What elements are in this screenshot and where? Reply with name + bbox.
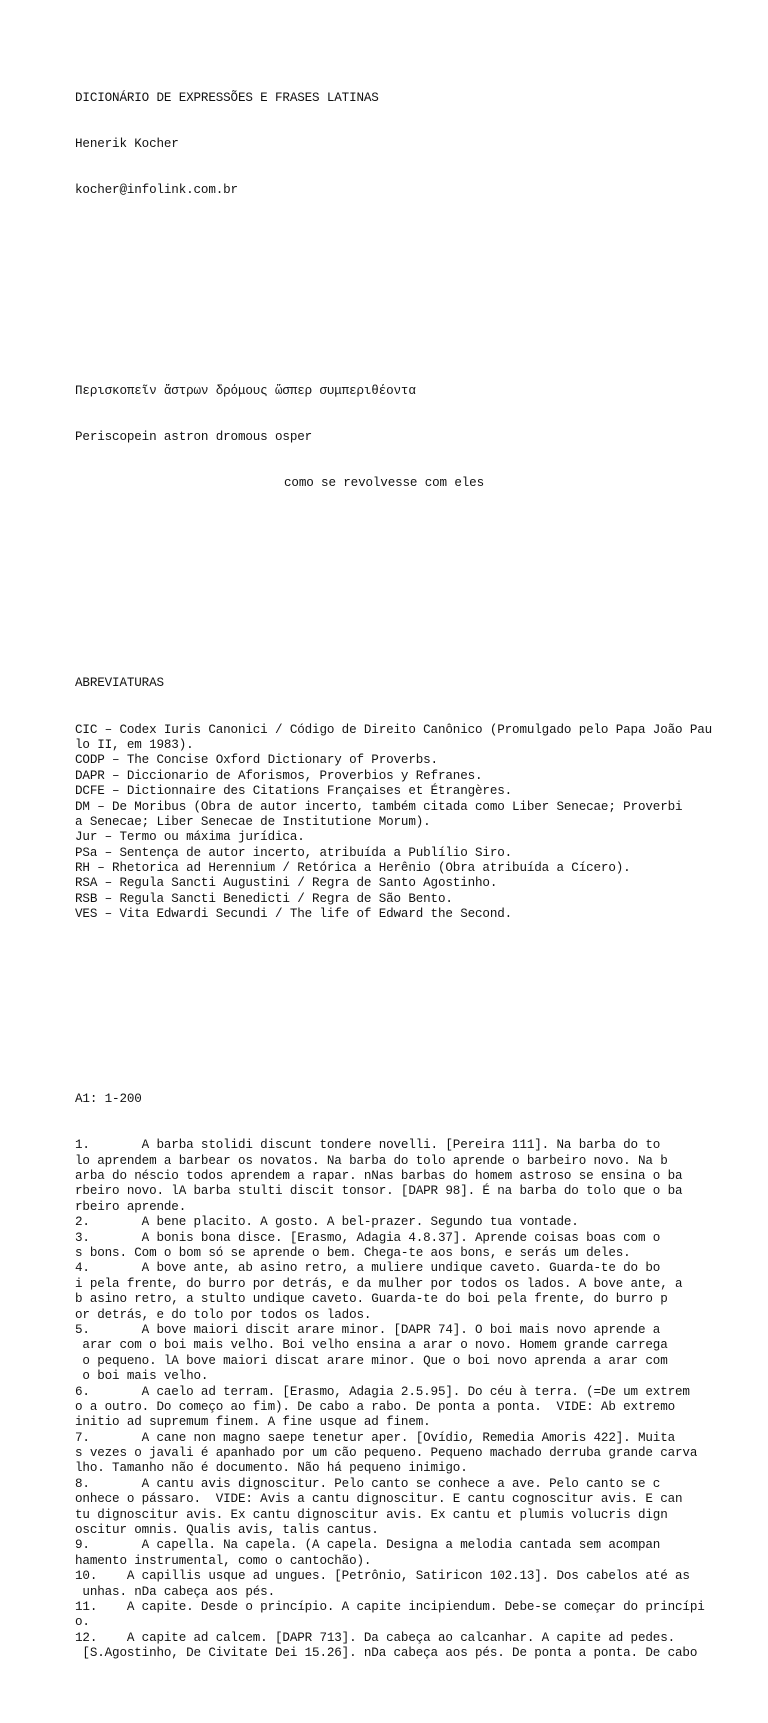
document-title: DICIONÁRIO DE EXPRESSÕES E FRASES LATINAS [75, 91, 379, 106]
entry-line: 2. A bene placito. A gosto. A bel-prazer. Segundo tua vontade. [75, 1215, 579, 1230]
entry-line: arba do néscio todos aprendem a rapar. nNas barbas do homem astroso se ensina o ba [75, 1169, 683, 1184]
entry-line: 1. A barba stolidi discunt tondere novelli. [Pereira 111]. Na barba do to [75, 1138, 661, 1153]
entry-line: s vezes o javali é apanhado por um cão pequeno. Pequeno machado derruba grande carva [75, 1446, 698, 1461]
abbreviation-line: lo II, em 1983). [75, 737, 194, 752]
entries-list [75, 1138, 755, 1661]
entry-line: initio ad supremum finem. A fine usque ad finem. [75, 1415, 431, 1430]
entry-line: tu dignoscitur avis. Ex cantu dignoscitur avis. Ex cantu et plumis volucris dign [75, 1507, 668, 1522]
epigraph-transliteration: Periscopein astron dromous osper [75, 429, 313, 444]
abbreviation-line: PSa – Sentença de autor incerto, atribuída a Publílio Siro. [75, 845, 513, 860]
abbreviation-line: VES – Vita Edwardi Secundi / The life of Edward the Second. [75, 907, 513, 922]
entry-line: arar com o boi mais velho. Boi velho ensina a arar o novo. Homem grande carrega [75, 1338, 668, 1353]
author-email: kocher@infolink.com.br [75, 183, 238, 198]
abbreviation-line: CIC – Codex Iuris Canonici / Código de Direito Canônico (Promulgado pelo Papa João Pau [75, 722, 713, 737]
entry-line: lo aprendem a barbear os novatos. Na barba do tolo aprende o barbeiro novo. Na b [75, 1153, 668, 1168]
abbreviations-list [75, 723, 755, 923]
entry-line: rbeiro aprende. [75, 1199, 187, 1214]
author-name: Henerik Kocher [75, 137, 179, 152]
entry-line: 8. A cantu avis dignoscitur. Pelo canto se conhece a ave. Pelo canto se c [75, 1476, 661, 1491]
abbreviation-line: RSA – Regula Sancti Augustini / Regra de Santo Agostinho. [75, 876, 498, 891]
entry-line: 7. A cane non magno saepe tenetur aper. [Ovídio, Remedia Amoris 422]. Muita [75, 1430, 676, 1445]
entry-line: 9. A capella. Na capela. (A capela. Designa a melodia cantada sem acompan [75, 1538, 661, 1553]
entry-line: 4. A bove ante, ab asino retro, a muliere undique caveto. Guarda-te do bo [75, 1261, 661, 1276]
entry-line: lho. Tamanho não é documento. Não há pequeno inimigo. [75, 1461, 468, 1476]
entries-section [75, 1061, 755, 1692]
entry-line: onhece o pássaro. VIDE: Avis a cantu dignoscitur. E cantu cognoscitur avis. E can [75, 1492, 683, 1507]
entry-line: 6. A caelo ad terram. [Erasmo, Adagia 2.5.95]. Do céu à terra. (=De um extrem [75, 1384, 690, 1399]
entry-line: o. [75, 1615, 90, 1630]
entry-line: or detrás, e do tolo por todos os lados. [75, 1307, 372, 1322]
document-header [75, 60, 755, 229]
entry-line: s bons. Com o bom só se aprende o bem. Chega-te aos bons, e serás um deles. [75, 1246, 631, 1261]
epigraph-translation: como se revolvesse com eles [284, 476, 485, 491]
entry-line: 11. A capite. Desde o princípio. A capite incipiendum. Debe-se começar do princípi [75, 1600, 705, 1614]
entry-line: unhas. nDa cabeça aos pés. [75, 1584, 276, 1599]
abbreviation-line: a Senecae; Liber Senecae de Institutione Morum). [75, 814, 431, 829]
entry-line: b asino retro, a stulto undique caveto. Guarda-te do boi pela frente, do burro p [75, 1292, 668, 1307]
entry-line: o boi mais velho. [75, 1369, 209, 1384]
abbreviations-heading: ABREVIATURAS [75, 676, 164, 691]
entry-line: 12. A capite ad calcem. [DAPR 713]. Da cabeça ao calcanhar. A capite ad pedes. [75, 1630, 676, 1645]
entry-line: [S.Agostinho, De Civitate Dei 15.26]. nDa cabeça aos pés. De ponta a ponta. De cabo [75, 1646, 698, 1661]
document-page [75, 14, 755, 1723]
entry-line: 3. A bonis bona disce. [Erasmo, Adagia 4.8.37]. Aprende coisas boas com o [75, 1230, 661, 1245]
abbreviation-line: Jur – Termo ou máxima jurídica. [75, 830, 305, 845]
entry-line: i pela frente, do burro por detrás, e da mulher por todos os lados. A bove ante, a [75, 1276, 683, 1291]
entry-line: hamento instrumental, como o cantochão). [75, 1553, 372, 1568]
entry-line: rbeiro novo. lA barba stulti discit tonsor. [DAPR 98]. É na barba do tolo que o ba [75, 1184, 683, 1199]
abbreviation-line: RH – Rhetorica ad Herennium / Retórica a Herênio (Obra atribuída a Cícero). [75, 861, 631, 876]
entry-line: 5. A bove maiori discit arare minor. [DAPR 74]. O boi mais novo aprende a [75, 1322, 661, 1337]
abbreviation-line: DCFE – Dictionnaire des Citations Françaises et Étrangères. [75, 784, 513, 799]
entry-line: oscitur omnis. Qualis avis, talis cantus. [75, 1523, 379, 1538]
entry-line: 10. A capillis usque ad ungues. [Petrônio, Satiricon 102.13]. Dos cabelos até as [75, 1569, 690, 1584]
entries-heading: A1: 1-200 [75, 1092, 142, 1107]
abbreviation-line: RSB – Regula Sancti Benedicti / Regra de São Bento. [75, 891, 453, 906]
entry-line: o pequeno. lA bove maiori discat arare minor. Que o boi novo aprenda a arar com [75, 1353, 668, 1368]
abbreviations-section [75, 646, 755, 954]
entry-line: o a outro. Do começo ao fim). De cabo a rabo. De ponta a ponta. VIDE: Ab extremo [75, 1399, 676, 1414]
epigraph-greek: Περισκοπεῖν ἄστρων δρόμους ὥσπερ συμπεριθέοντα [75, 383, 416, 398]
abbreviation-line: CODP – The Concise Oxford Dictionary of Proverbs. [75, 753, 438, 768]
abbreviation-line: DAPR – Diccionario de Aforismos, Proverbios y Refranes. [75, 768, 483, 783]
abbreviation-line: DM – De Moribus (Obra de autor incerto, também citada como Liber Senecae; Proverbi [75, 799, 683, 814]
epigraph [75, 353, 755, 522]
